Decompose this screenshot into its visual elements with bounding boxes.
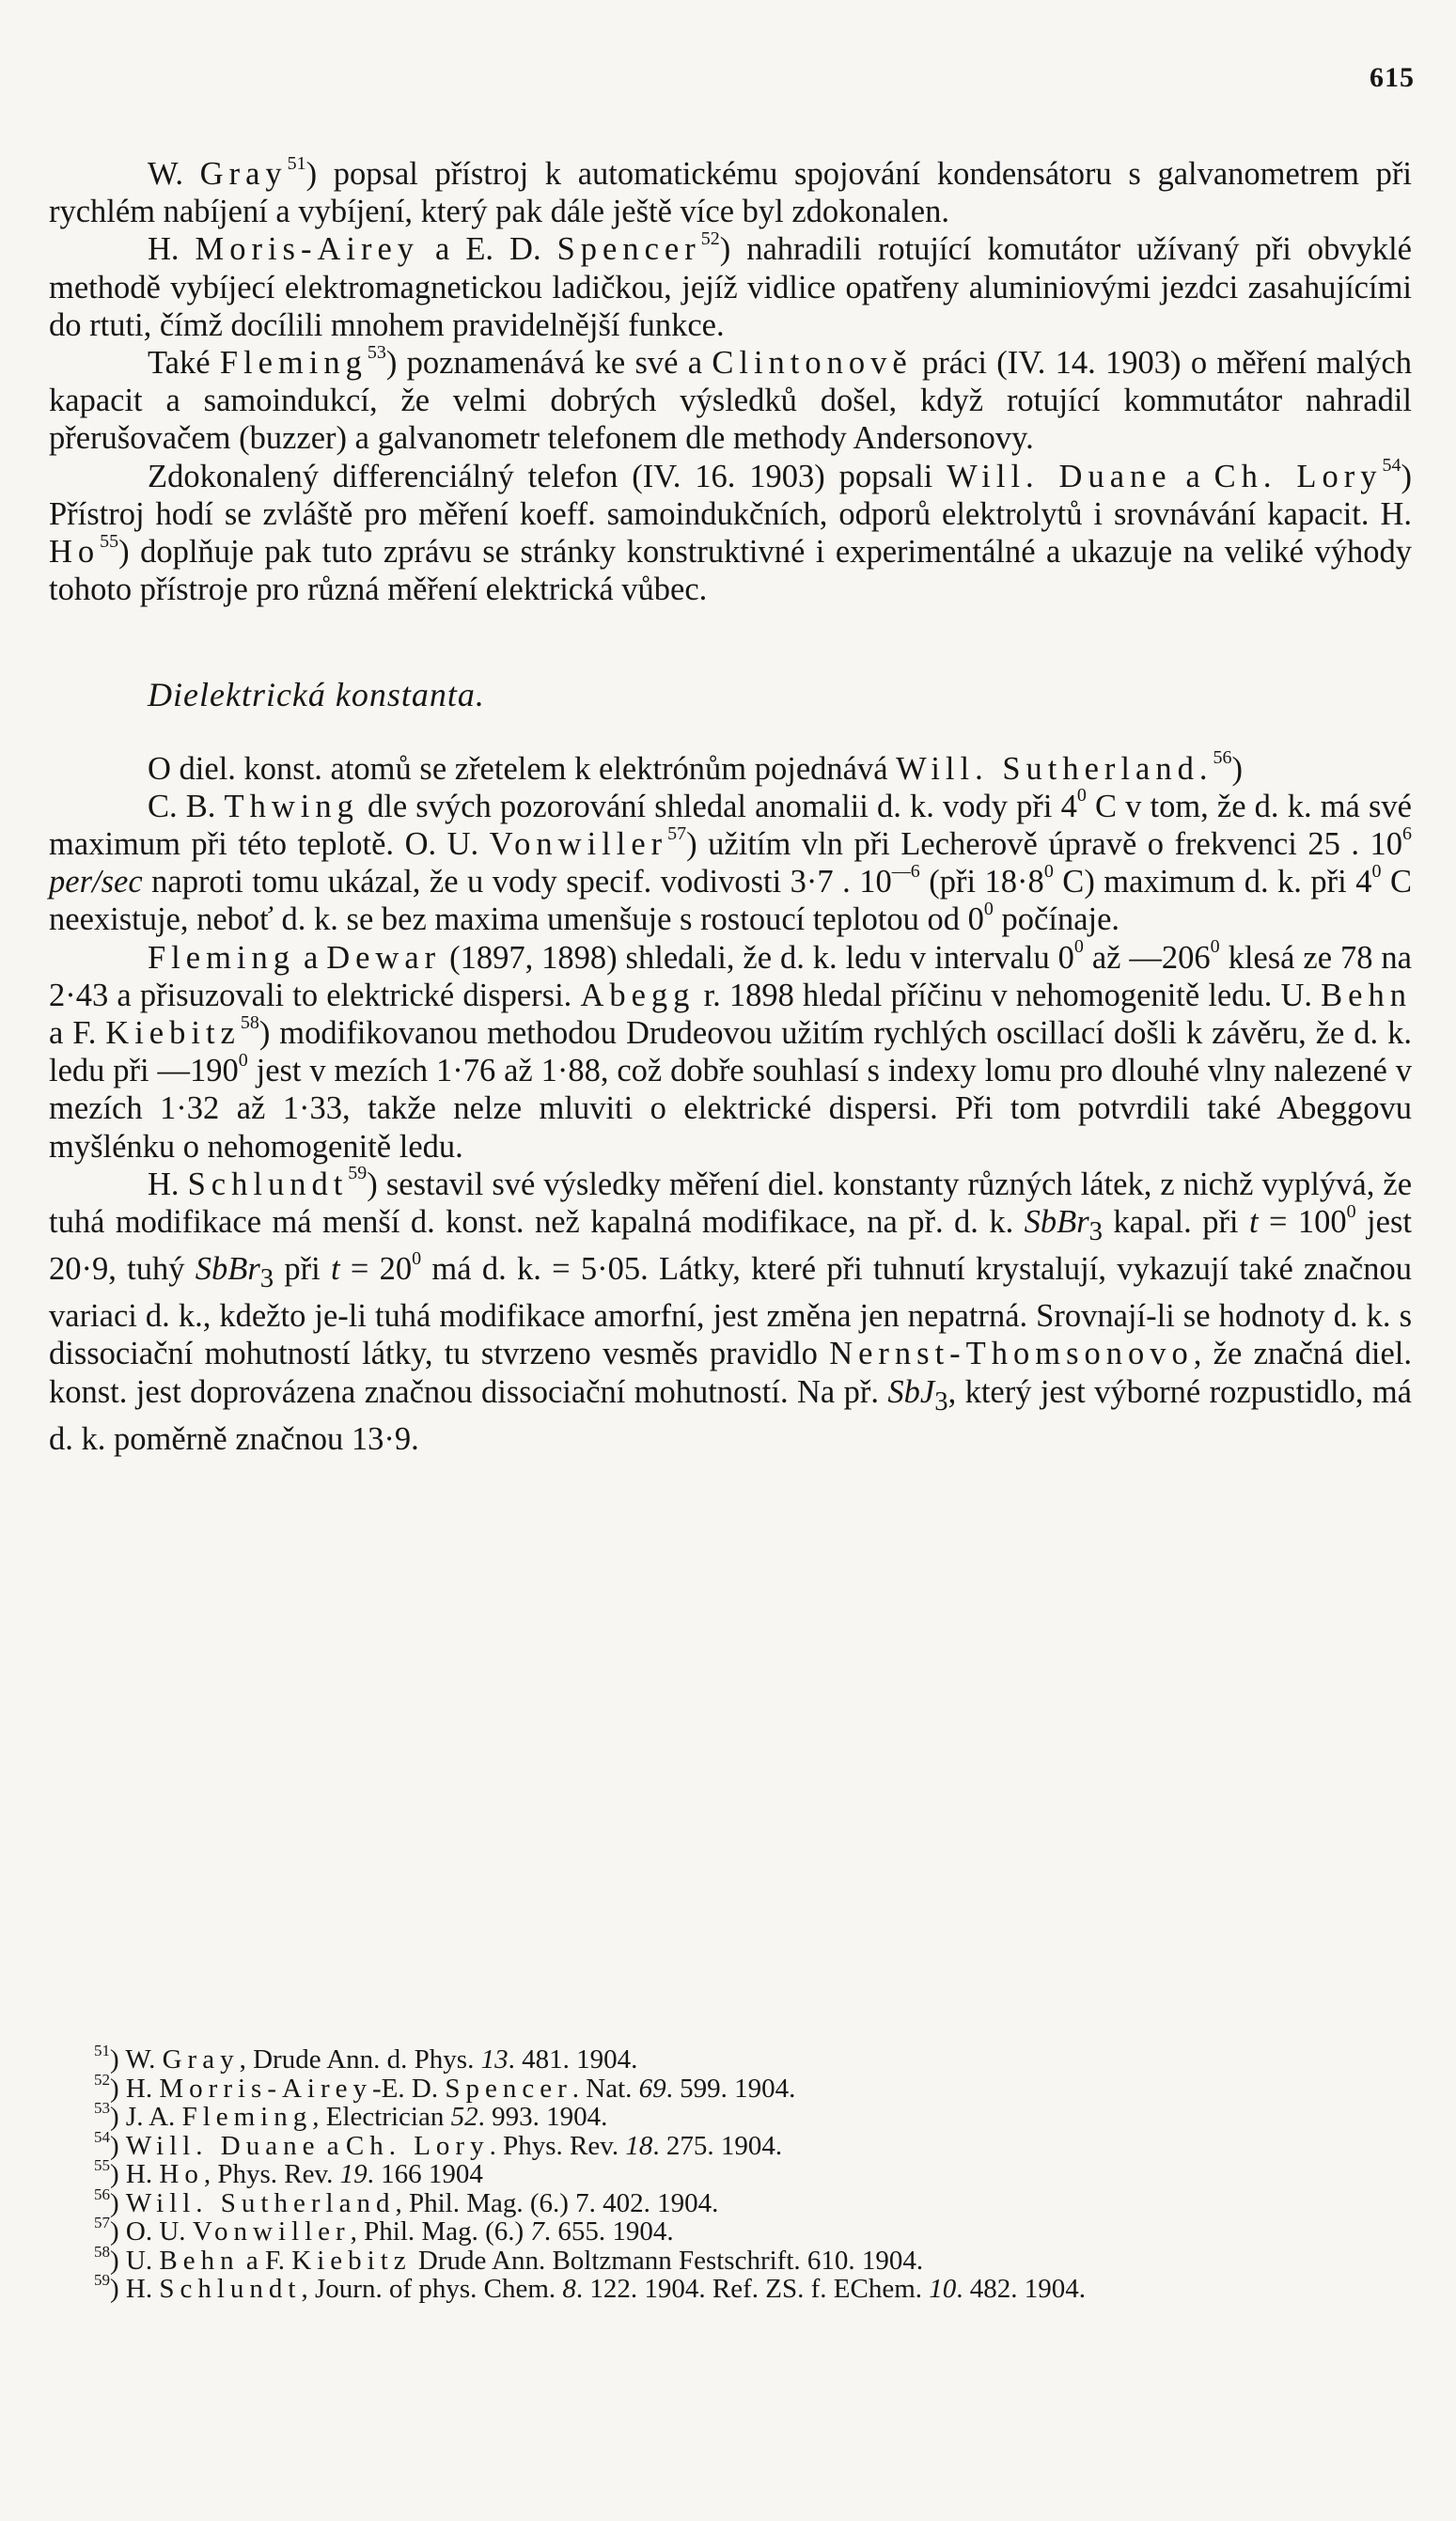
text-run: a F.	[239, 2245, 292, 2276]
text-run: má d. k. = 5·05. Látky, které při tuhnutí krystalují, vykazují také značnou variaci d. k., kdežto je-li tuhá modifikace amorfní, jest změna jen nepatrná. Srovnají-li se hodnoty d. k. s dissociační mohutností látky, tu stvrzeno vesměs pravidlo	[49, 1251, 1412, 1372]
footnote-paren: )	[110, 2187, 126, 2218]
text-run: . 655. 1904.	[543, 2216, 674, 2247]
text-run: U.	[125, 2245, 160, 2276]
text-italic: 13	[480, 2044, 509, 2075]
footnote-paren: )	[110, 2073, 126, 2104]
text-spaced: Moris-Airey	[195, 231, 420, 268]
footnote-number: 54	[94, 2127, 110, 2146]
text-run: při	[274, 1251, 332, 1288]
text-spaced: Kiebitz	[105, 1015, 241, 1052]
paragraph-p8	[49, 1163, 1413, 1458]
text-sup: 0	[1210, 936, 1220, 958]
footnote-paren: )	[110, 2216, 126, 2247]
footnote-59	[94, 2271, 1410, 2304]
text-run: -E. D.	[372, 2073, 446, 2104]
text-run: až —206	[1083, 939, 1211, 976]
text-run: a	[1171, 458, 1214, 494]
text-spaced: Gray	[199, 156, 288, 192]
text-spaced: Spencer	[556, 231, 701, 268]
text-run: W.	[125, 2044, 163, 2075]
footnote-number: 51	[94, 2042, 110, 2060]
text-sup: 56	[1213, 747, 1232, 769]
text-spaced: Fleming	[181, 2102, 313, 2132]
text-run: , Drude Ann. d. Phys.	[239, 2044, 481, 2075]
text-italic: 18	[625, 2130, 653, 2161]
text-sup: 59	[348, 1163, 368, 1184]
text-spaced: Behn	[1321, 977, 1412, 1013]
text-run: H.	[125, 2274, 160, 2304]
text-run: klesá ze 78 na 2·43 a přisuzovali to elektrické dispersi.	[49, 939, 1412, 1013]
text-run: . 166 1904	[367, 2159, 483, 2189]
text-sub: 3	[259, 1263, 274, 1294]
text-run: . 481. 1904.	[508, 2044, 638, 2075]
text-run: . 993. 1904.	[478, 2102, 608, 2132]
text-italic: SbJ	[887, 1373, 935, 1410]
text-spaced: Schlundt	[187, 1166, 349, 1202]
text-run: O. U.	[125, 2216, 193, 2247]
text-run: C neexistuje, neboť d. k. se bez maxima umenšuje s rostoucí teplotou od 0	[49, 864, 1413, 938]
text-run: Drude Ann. Boltzmann Festschrift. 610. 1904.	[411, 2245, 924, 2276]
text-run: C v tom, že d. k. má své maximum při této teplotě. O. U.	[49, 788, 1412, 863]
footnote-paren: )	[110, 2245, 126, 2276]
text-run: práci (IV. 14. 1903) o měření malých kapacit a samoindukcí, že velmi dobrých výsledků došel, když rotující kommutátor nahradil přerušovačem (buzzer) a galvanometr telefonem dle methody Andersonovy.	[49, 345, 1412, 457]
section-title: Dielektrická konstanta.	[148, 676, 485, 714]
text-run: . 599. 1904.	[665, 2073, 796, 2104]
text-run: ) popsal přístroj k automatickému spojování kondensátoru s galvanometrem při rychlém nabíjení a vybíjení, který pak dále ještě více byl zdokonalen.	[49, 156, 1412, 230]
text-run: jest v mezích 1·76 až 1·88, což dobře souhlasí s indexy lomu pro dlouhé vlny nalezené v mezích 1·32 až 1·33, takže nelze mluviti o elektrické dispersi. Při tom potvrdili také Abeggovu myšlénku o nehomogenitě ledu.	[49, 1053, 1412, 1165]
text-italic: 7	[530, 2216, 544, 2247]
text-run: H.	[148, 231, 196, 268]
text-italic: 52	[450, 2102, 478, 2132]
footnote-number: 55	[94, 2156, 110, 2175]
footnote-55	[94, 2156, 1410, 2189]
footnote-paren: )	[110, 2159, 126, 2189]
footnote-57	[94, 2214, 1410, 2247]
footnote-52	[94, 2070, 1410, 2104]
text-sub: 3	[934, 1386, 948, 1417]
text-run: (1897, 1898) shledali, že d. k. ledu v intervalu 0	[441, 939, 1074, 976]
text-italic: 10	[929, 2274, 957, 2304]
text-run: Zdokonalený differenciálný telefon (IV. 16. 1903) popsali	[148, 458, 947, 494]
text-spaced: Vonwiller	[489, 826, 668, 863]
footnote-paren: )	[110, 2102, 126, 2132]
paragraph-p1	[49, 152, 1412, 230]
text-run: jest 20·9, tuhý	[49, 1204, 1412, 1288]
footnote-53	[94, 2099, 1410, 2132]
text-spaced: Vonwiller	[192, 2216, 351, 2247]
text-spaced: Dewar	[326, 939, 442, 976]
text-run: ) doplňuje pak tuto zprávu se stránky konstruktivné i experimentálné a ukazuje na veliké výhody tohoto přístroje pro různá měření elektrická vůbec.	[49, 534, 1412, 608]
text-run: )	[1231, 750, 1243, 787]
text-run: C) maximum d. k. při 4	[1053, 864, 1372, 900]
paragraphs-after	[49, 747, 1413, 1458]
text-spaced: Abegg	[580, 977, 696, 1013]
footnote-number: 52	[94, 2070, 110, 2089]
text-run: W.	[148, 156, 200, 192]
text-run: . Phys. Rev.	[489, 2130, 626, 2161]
text-run: . 275. 1904.	[652, 2130, 783, 2161]
footnote-56	[94, 2184, 1410, 2218]
text-run: a E. D.	[419, 231, 557, 268]
text-run: ) modifikovanou methodou Drudeovou užitím rychlých oscillací došli k závěru, že d. k. ledu při —190	[49, 1015, 1412, 1089]
footnote-paren: )	[110, 2130, 126, 2161]
paragraph-p7	[49, 936, 1412, 1166]
text-run: , Phys. Rev.	[203, 2159, 340, 2189]
text-sub: 3	[1088, 1215, 1103, 1246]
text-run: a	[320, 2130, 346, 2161]
text-spaced: Ho	[49, 534, 101, 571]
footnotes	[94, 2042, 1410, 2304]
text-run: a F.	[49, 1015, 106, 1052]
text-sup: 0	[983, 898, 994, 919]
text-run: ) poznamenává ke své a	[385, 345, 712, 382]
text-run: . 122. 1904. Ref. ZS. f. EChem.	[575, 2274, 930, 2304]
text-italic: SbBr	[1024, 1204, 1089, 1241]
text-sup: 0	[1371, 860, 1382, 882]
text-run: C. B.	[148, 788, 225, 824]
text-italic: t	[331, 1251, 340, 1288]
text-italic: t	[1248, 1204, 1259, 1241]
text-run: kapal. při	[1103, 1204, 1249, 1241]
text-spaced: Fleming	[148, 939, 296, 976]
text-run: . Nat.	[571, 2073, 639, 2104]
page-number: 615	[1370, 62, 1415, 93]
text-run: (při 18·8	[919, 864, 1044, 900]
footnote-58	[94, 2242, 1410, 2276]
text-sup: 58	[240, 1011, 259, 1033]
text-italic: 19	[339, 2159, 368, 2189]
footnote-number: 53	[94, 2099, 110, 2118]
footnote-paren: )	[110, 2044, 126, 2075]
text-run: , který jest výborné rozpustidlo, má d. k. poměrně značnou 13·9.	[49, 1373, 1412, 1457]
text-run: = 20	[339, 1251, 413, 1288]
text-sup: 0	[1076, 785, 1087, 806]
text-run: = 100	[1258, 1204, 1347, 1241]
text-spaced: Will. Sutherland	[125, 2187, 396, 2218]
text-run: r. 1898 hledal příčinu v nehomogenitě ledu. U.	[695, 977, 1322, 1013]
text-run: H.	[125, 2159, 160, 2189]
paragraph-p2	[49, 227, 1412, 344]
text-sup: 54	[1382, 455, 1401, 477]
text-run: H.	[148, 1166, 188, 1202]
text-sup: 55	[100, 530, 119, 552]
footnote-number: 56	[94, 2184, 110, 2203]
text-sup: 0	[1346, 1200, 1356, 1222]
text-spaced: Kiebitz	[291, 2245, 412, 2276]
text-run: Také	[148, 345, 220, 382]
paragraphs-before	[49, 152, 1412, 608]
text-run: ) sestavil své výsledky měření diel. konstanty různých látek, z nichž vyplývá, že tuhá modifikace má menší d. konst. než kapalná modifikace, na př. d. k.	[49, 1166, 1413, 1241]
text-spaced: Thwing	[224, 788, 359, 824]
text-run: naproti tomu ukázal, že u vody specif. vodivosti 3·7 . 10	[142, 864, 892, 900]
footnote-54	[94, 2127, 1410, 2161]
text-run: , Phil. Mag. (6.)	[350, 2216, 531, 2247]
text-run: ) Přístroj hodí se zvláště pro měření koeff. samoindukčních, odporů elektrolytů i srovnávání kapacit. H.	[49, 458, 1412, 532]
text-run: , Phil. Mag. (6.) 7. 402. 1904.	[395, 2187, 719, 2218]
text-spaced: Ch. Lory	[345, 2130, 490, 2161]
paragraph-p4	[49, 455, 1412, 609]
text-run: J. A.	[125, 2102, 182, 2132]
footnote-paren: )	[110, 2274, 126, 2304]
text-spaced: Clintonově	[712, 345, 913, 382]
text-italic: per/sec	[49, 864, 143, 900]
text-spaced: Fleming	[219, 345, 368, 382]
body-text	[49, 152, 1413, 1458]
text-run: , že značná diel. konst. jest doprovázena značnou dissociační mohutností. Na př.	[49, 1336, 1412, 1410]
text-run: . 482. 1904.	[956, 2274, 1087, 2304]
paragraph-p6	[49, 785, 1413, 939]
text-sup: 0	[412, 1247, 422, 1269]
text-sup: 0	[1043, 860, 1054, 882]
text-run: , Electrician	[312, 2102, 451, 2132]
text-sup: 6	[1402, 822, 1413, 844]
text-sup: 51	[287, 152, 306, 174]
text-sup: —6	[891, 860, 920, 882]
text-run: ) nahradili rotující komutátor užívaný při obvyklé methodě vybíjecí elektromagnetickou ladičkou, jejíž vidlice opatřeny aluminiovými jezdci zasahujícími do rtuti, čímž docílili mnohem pravidelnější funkce.	[49, 231, 1412, 343]
text-sup: 53	[367, 341, 386, 363]
text-spaced: Schlundt	[159, 2274, 302, 2304]
text-spaced: Morris-Airey	[159, 2073, 373, 2104]
text-italic: 8	[562, 2274, 576, 2304]
text-run: ) užitím vln při Lecherově úpravě o frekvenci 25 . 10	[686, 826, 1403, 863]
text-run: počínaje.	[993, 901, 1120, 938]
text-run: O diel. konst. atomů se zřetelem k elektrónům pojednává	[148, 750, 897, 787]
text-run: dle svých pozorování shledal anomalii d. k. vody při 4	[358, 788, 1077, 824]
text-spaced: Gray	[162, 2044, 240, 2075]
text-spaced: Will. Sutherland.	[896, 750, 1213, 787]
text-spaced: Ho	[159, 2159, 204, 2189]
text-spaced: Ch. Lory	[1213, 458, 1383, 494]
text-run: a	[295, 939, 327, 976]
text-run: , Journ. of phys. Chem.	[301, 2274, 563, 2304]
text-sup: 52	[700, 227, 720, 249]
text-sup: 0	[238, 1049, 248, 1071]
footnote-number: 57	[94, 2214, 110, 2232]
footnote-51	[94, 2042, 1410, 2075]
text-spaced: Spencer	[445, 2073, 572, 2104]
text-run: H.	[125, 2073, 160, 2104]
text-italic: 69	[638, 2073, 666, 2104]
text-sup: 57	[667, 822, 687, 844]
footnote-number: 59	[94, 2271, 110, 2290]
text-spaced: Will. Duane	[947, 458, 1172, 494]
paragraph-p3	[49, 341, 1412, 458]
text-spaced: Nernst-Thomsonovo	[829, 1336, 1194, 1372]
text-spaced: Behn	[159, 2245, 240, 2276]
text-spaced: Will. Duane	[125, 2130, 321, 2161]
text-sup: 0	[1073, 936, 1084, 958]
text-italic: SbBr	[195, 1251, 260, 1288]
footnote-number: 58	[94, 2242, 110, 2261]
paragraph-p5	[49, 747, 1412, 788]
